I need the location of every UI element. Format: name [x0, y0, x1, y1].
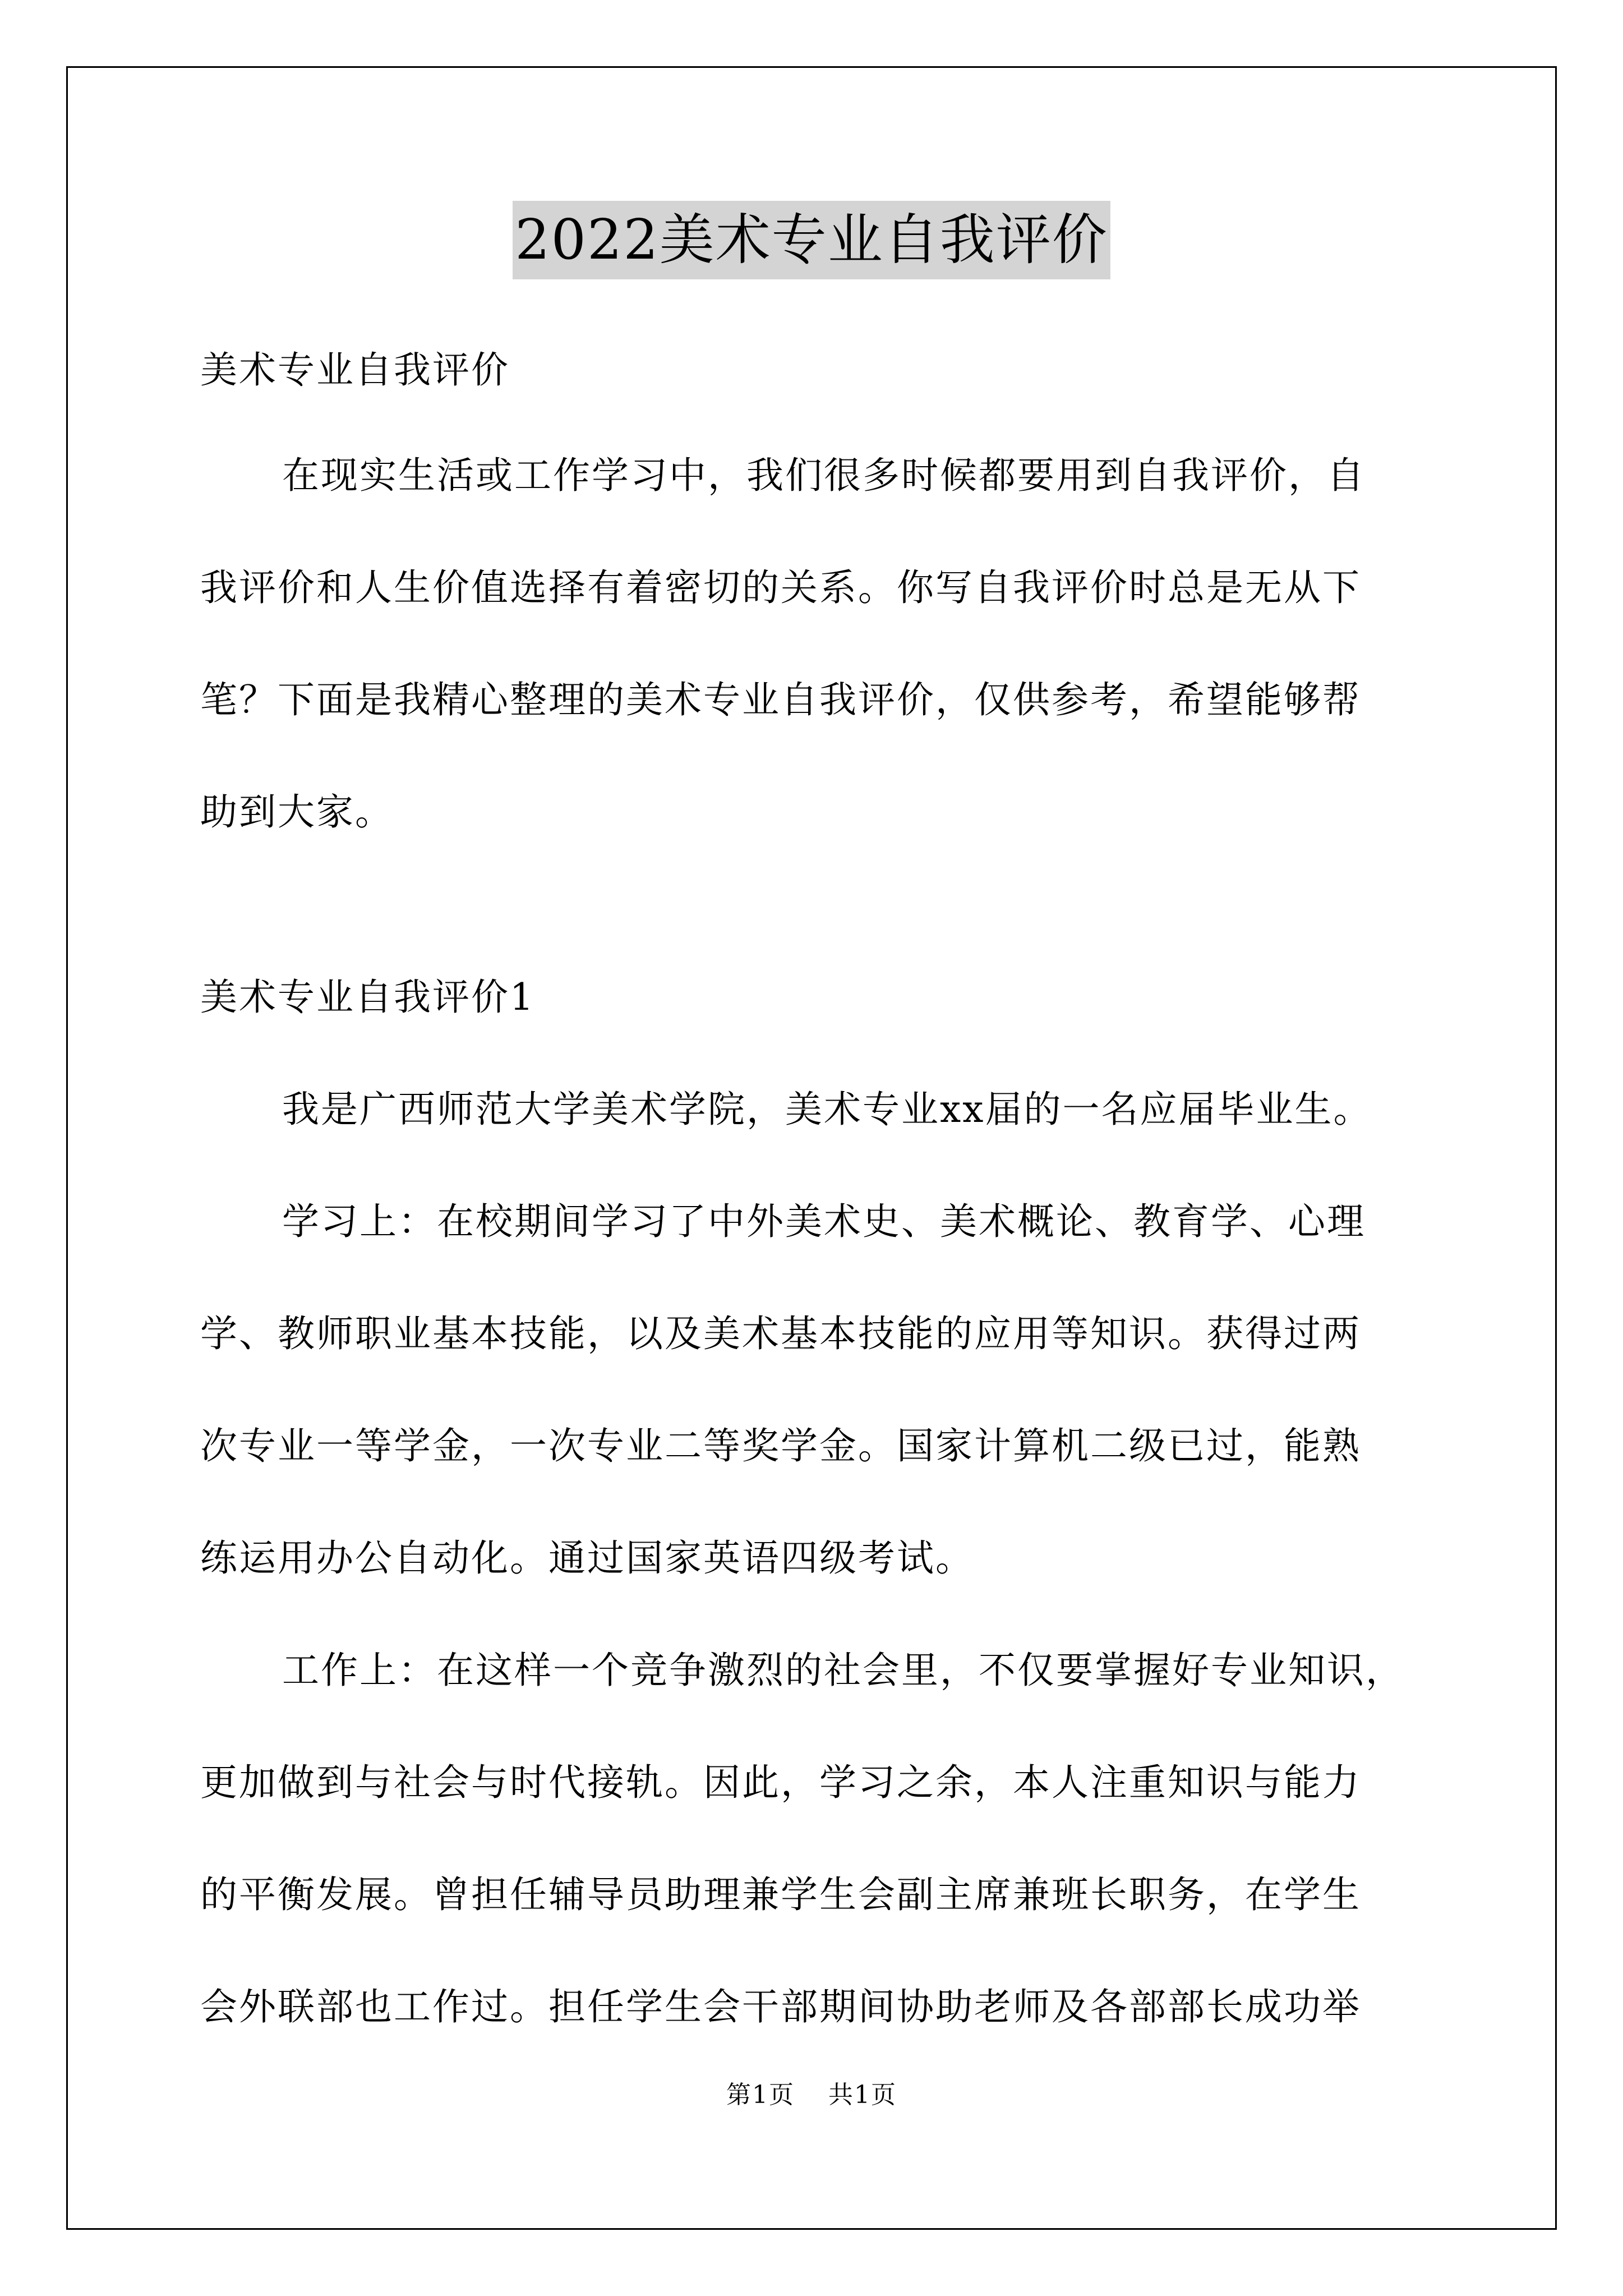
intro-line: 在现实生活或工作学习中，我们很多时候都要用到自我评价，自: [282, 454, 1366, 497]
body-line: 更加做到与社会与时代接轨。因此，学习之余，本人注重知识与能力: [200, 1761, 1361, 1804]
page-footer: [0, 2078, 1623, 2112]
body-line: 学习上：在校期间学习了中外美术史、美术概论、教育学、心理: [282, 1200, 1366, 1243]
subtitle: 美术专业自我评价: [200, 348, 510, 392]
body-line: 工作上：在这样一个竞争激烈的社会里，不仅要掌握好专业知识，: [282, 1649, 1404, 1692]
page-total: 共1页: [828, 2081, 897, 2109]
page-number: 第1页: [726, 2081, 795, 2109]
document-body: [200, 342, 1434, 2091]
body-line: 学、教师职业基本技能，以及美术基本技能的应用等知识。获得过两: [200, 1312, 1361, 1355]
intro-line: 笔？下面是我精心整理的美术专业自我评价，仅供参考，希望能够帮: [200, 678, 1361, 721]
section-body: [200, 1082, 1434, 2035]
document-title: 2022美术专业自我评价: [513, 201, 1110, 279]
title-container: [0, 201, 1623, 279]
body-line: 次专业一等学金，一次专业二等奖学金。国家计算机二级已过，能熟: [200, 1424, 1361, 1467]
intro-line: 助到大家。: [200, 790, 394, 834]
body-line: 会外联部也工作过。担任学生会干部期间协助老师及各部部长成功举: [200, 1985, 1361, 2028]
body-line: 练运用办公自动化。通过国家英语四级考试。: [200, 1536, 974, 1580]
body-line: 我是广西师范大学美术学院，美术专业xx届的一名应届毕业生。: [282, 1088, 1372, 1131]
intro-line: 我评价和人生价值选择有着密切的关系。你写自我评价时总是无从下: [200, 566, 1361, 609]
section-title: 美术专业自我评价1: [200, 976, 535, 1019]
intro-paragraph: [200, 448, 1434, 840]
body-line: 的平衡发展。曾担任辅导员助理兼学生会副主席兼班长职务，在学生: [200, 1873, 1361, 1916]
